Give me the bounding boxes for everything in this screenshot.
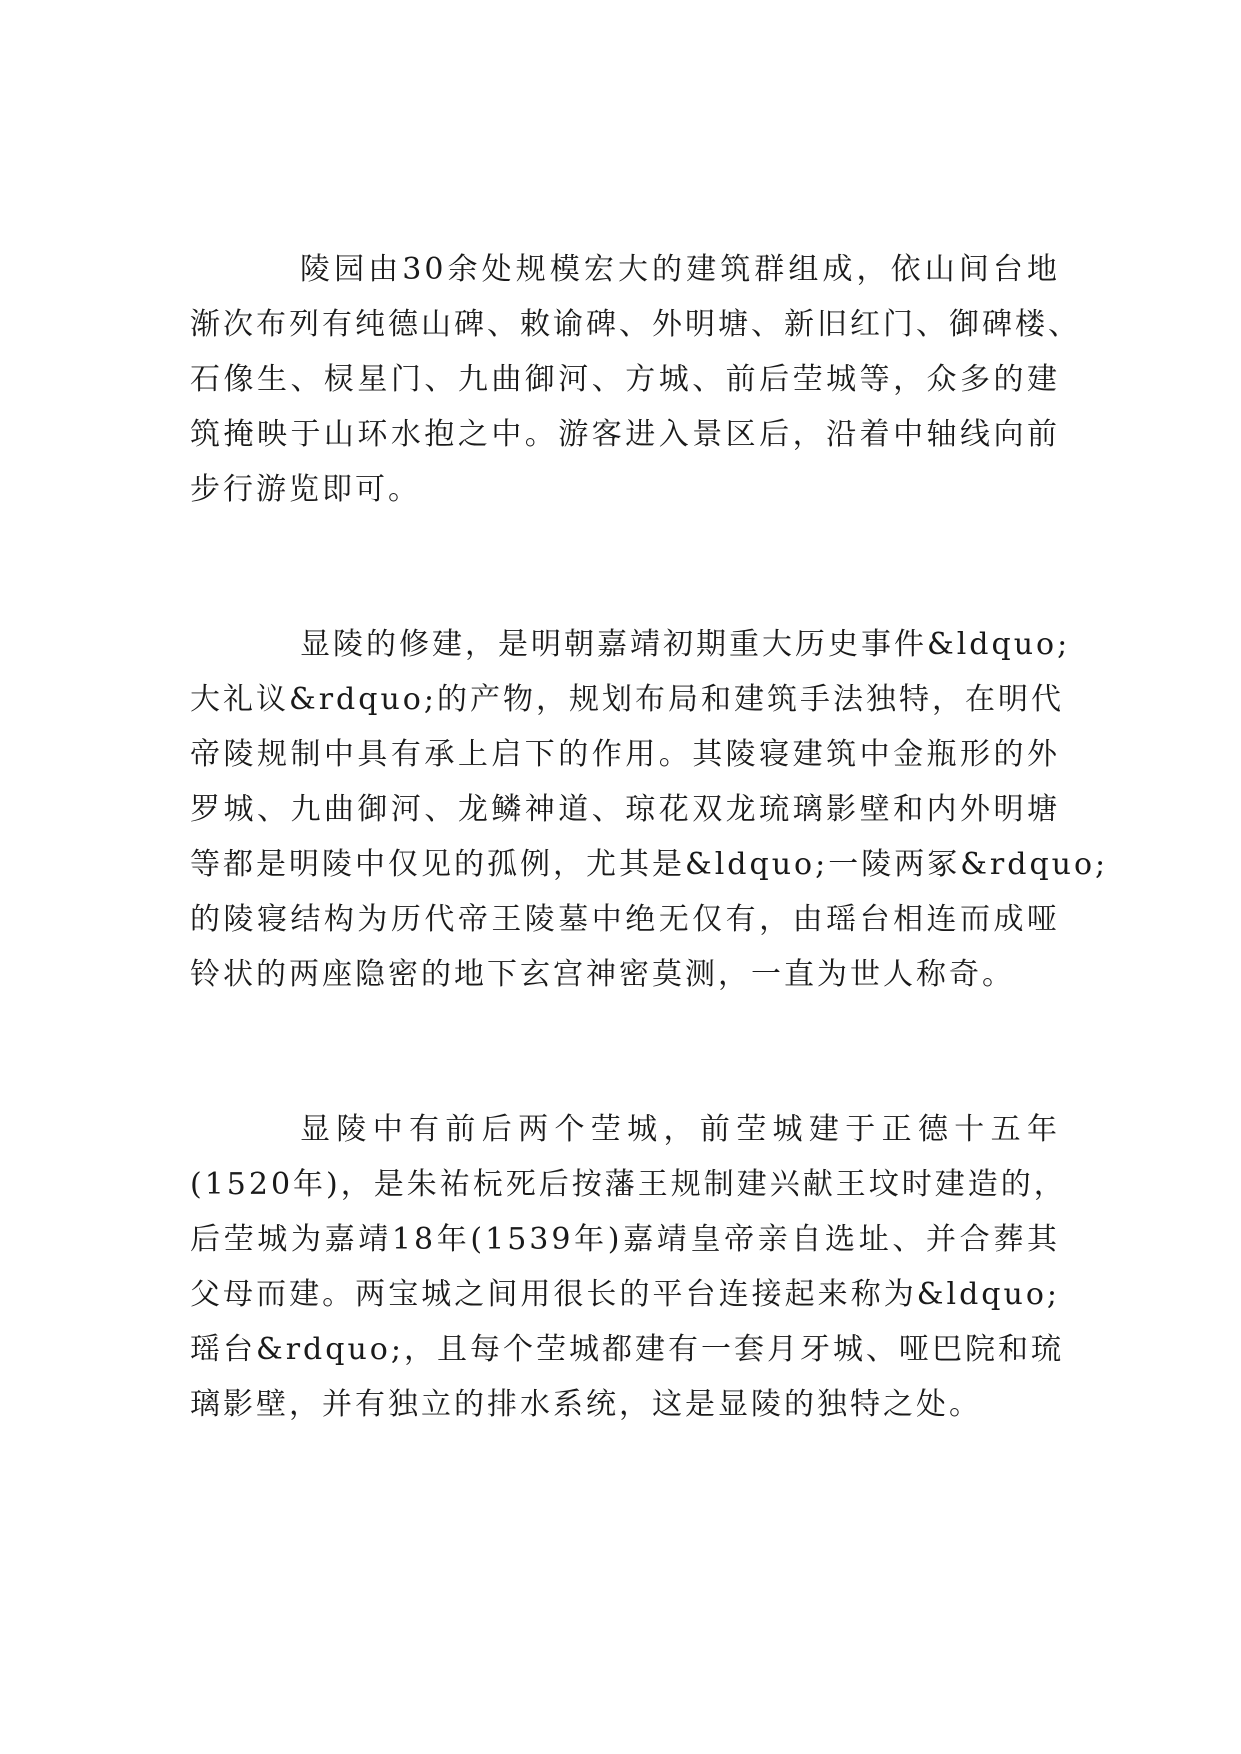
- paragraph-2-line-4: 罗城、九曲御河、龙鳞神道、琼花双龙琉璃影壁和内外明塘: [190, 792, 1060, 827]
- paragraph-2-line-2: 大礼议&rdquo;的产物，规划布局和建筑手法独特，在明代: [190, 682, 1064, 717]
- paragraph-3-line-5: 瑶台&rdquo;，且每个茔城都建有一套月牙城、哑巴院和琉: [190, 1332, 1064, 1367]
- paragraph-3-line-1: 显陵中有前后两个茔城，前茔城建于正德十五年: [300, 1112, 1060, 1147]
- paragraph-2-line-6: 的陵寝结构为历代帝王陵墓中绝无仅有，由瑶台相连而成哑: [190, 902, 1060, 937]
- paragraph-1-line-4: 筑掩映于山环水抱之中。游客进入景区后，沿着中轴线向前: [190, 417, 1060, 452]
- paragraph-3-line-4: 父母而建。两宝城之间用很长的平台连接起来称为&ldquo;: [190, 1277, 1060, 1312]
- paragraph-3-line-2: (1520年)，是朱祐杬死后按藩王规制建兴献王坟时建造的，: [190, 1167, 1067, 1202]
- paragraph-2-line-7: 铃状的两座隐密的地下玄宫神密莫测，一直为世人称奇。: [190, 957, 1015, 992]
- paragraph-2-line-5: 等都是明陵中仅见的孤例，尤其是&ldquo;一陵两冢&rdquo;: [190, 847, 1109, 882]
- paragraph-1-line-3: 石像生、棂星门、九曲御河、方城、前后茔城等，众多的建: [190, 362, 1060, 397]
- paragraph-1-line-5: 步行游览即可。: [190, 472, 421, 507]
- paragraph-1-line-2: 渐次布列有纯德山碑、敕谕碑、外明塘、新旧红门、御碑楼、: [190, 307, 1081, 342]
- paragraph-2-line-1: 显陵的修建，是明朝嘉靖初期重大历史事件&ldquo;: [300, 627, 1071, 662]
- paragraph-2-line-3: 帝陵规制中具有承上启下的作用。其陵寝建筑中金瓶形的外: [190, 737, 1060, 772]
- paragraph-3-line-6: 璃影壁，并有独立的排水系统，这是显陵的独特之处。: [190, 1387, 982, 1422]
- paragraph-1-line-1: 陵园由30余处规模宏大的建筑群组成，依山间台地: [300, 252, 1060, 287]
- paragraph-3-line-3: 后茔城为嘉靖18年(1539年)嘉靖皇帝亲自选址、并合葬其: [190, 1222, 1060, 1257]
